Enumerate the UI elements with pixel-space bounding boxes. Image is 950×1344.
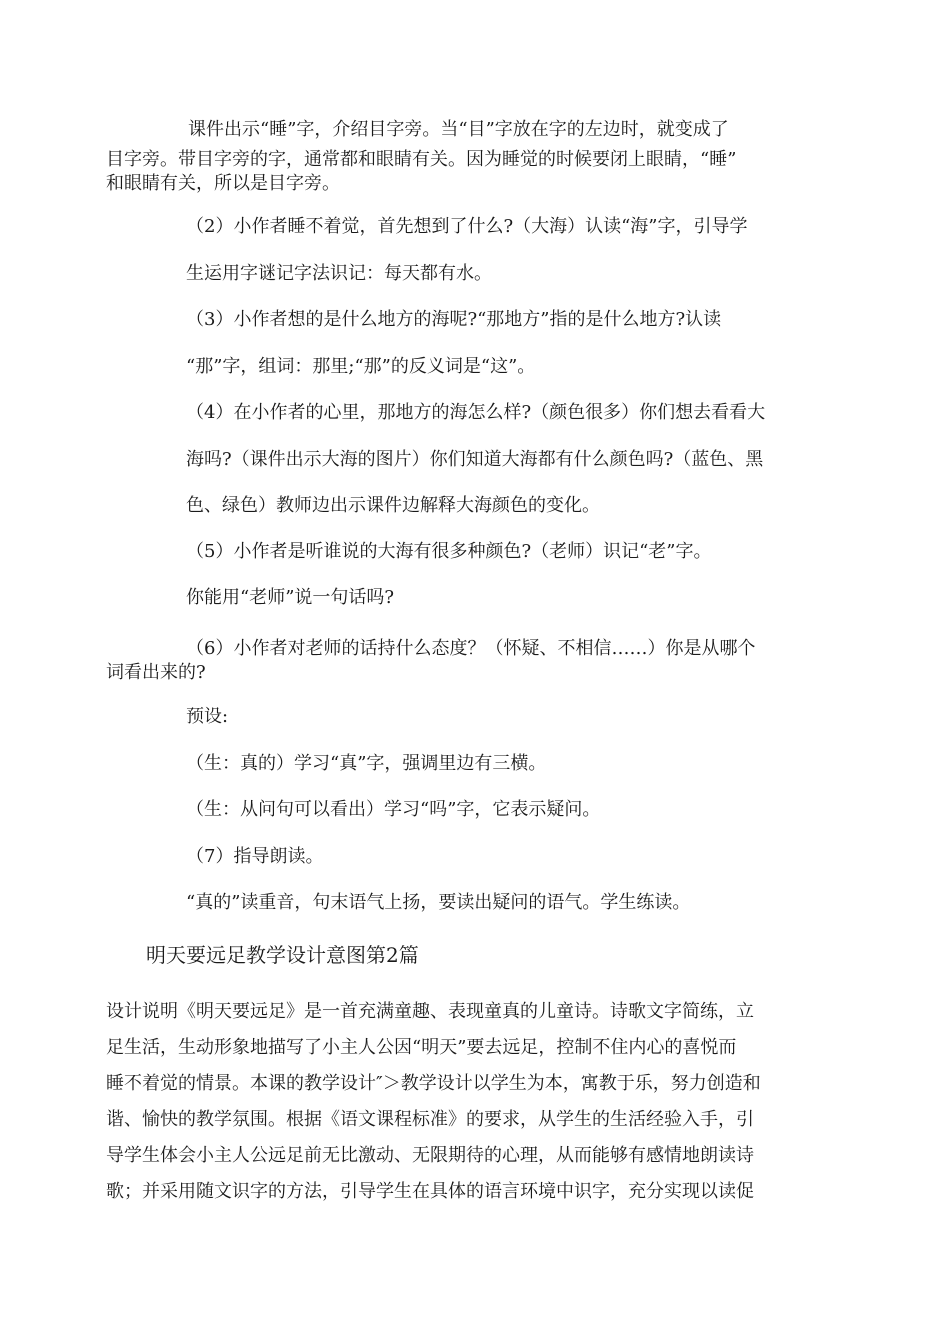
body-line: 谐、愉快的教学氛围。根据《语文课程标准》的要求，从学生的生活经验入手，引 xyxy=(106,1109,754,1130)
text-line: 预设: xyxy=(186,706,229,727)
text-line: （6）小作者对老师的话持什么态度？（怀疑、不相信……）你是从哪个 xyxy=(186,638,756,659)
text-line: 词看出来的? xyxy=(106,662,206,683)
text-line: 你能用“老师”说一句话吗? xyxy=(186,587,395,608)
section-title: 明天要远足教学设计意图第2篇 xyxy=(146,943,419,967)
body-line: 足生活，生动形象地描写了小主人公因“明天”要去远足，控制不住内心的喜悦而 xyxy=(106,1037,737,1058)
text-line: （生：真的）学习“真”字，强调里边有三横。 xyxy=(186,753,547,774)
text-line: （7）指导朗读。 xyxy=(186,846,324,867)
text-line: 和眼睛有关，所以是目字旁。 xyxy=(106,173,340,194)
body-line: 歌；并采用随文识字的方法，引导学生在具体的语言环境中识字，充分实现以读促 xyxy=(106,1181,754,1202)
body-line: 导学生体会小主人公远足前无比激动、无限期待的心理，从而能够有感情地朗读诗 xyxy=(106,1145,754,1166)
text-line: “真的”读重音，句末语气上扬，要读出疑问的语气。学生练读。 xyxy=(186,892,691,913)
body-line: 设计说明《明天要远足》是一首充满童趣、表现童真的儿童诗。诗歌文字简练，立 xyxy=(106,1001,754,1022)
text-line: （4）在小作者的心里，那地方的海怎么样?（颜色很多）你们想去看看大 xyxy=(186,402,766,423)
text-line: （生：从问句可以看出）学习“吗”字，它表示疑问。 xyxy=(186,799,601,820)
text-line: 海吗?（课件出示大海的图片）你们知道大海都有什么颜色吗?（蓝色、黑 xyxy=(186,449,764,470)
text-line: 目字旁。带目字旁的字，通常都和眼睛有关。因为睡觉的时候要闭上眼睛，“睡” xyxy=(106,149,737,170)
body-line: 睡不着觉的情景。本课的教学设计″＞教学设计以学生为本，寓教于乐，努力创造和 xyxy=(106,1073,761,1094)
text-line: “那”字，组词：那里;“那”的反义词是“这”。 xyxy=(186,356,536,377)
text-line: （2）小作者睡不着觉，首先想到了什么?（大海）认读“海”字，引导学 xyxy=(186,216,748,237)
text-line: （5）小作者是听谁说的大海有很多种颜色?（老师）识记“老”字。 xyxy=(186,541,712,562)
text-line: 生运用字谜记字法识记：每天都有水。 xyxy=(186,263,492,284)
text-line: 色、绿色）教师边出示课件边解释大海颜色的变化。 xyxy=(186,495,600,516)
text-line: （3）小作者想的是什么地方的海呢?“那地方”指的是什么地方?认读 xyxy=(186,309,722,330)
text-line: 课件出示“睡”字，介绍目字旁。当“目”字放在字的左边时，就变成了 xyxy=(188,119,729,140)
